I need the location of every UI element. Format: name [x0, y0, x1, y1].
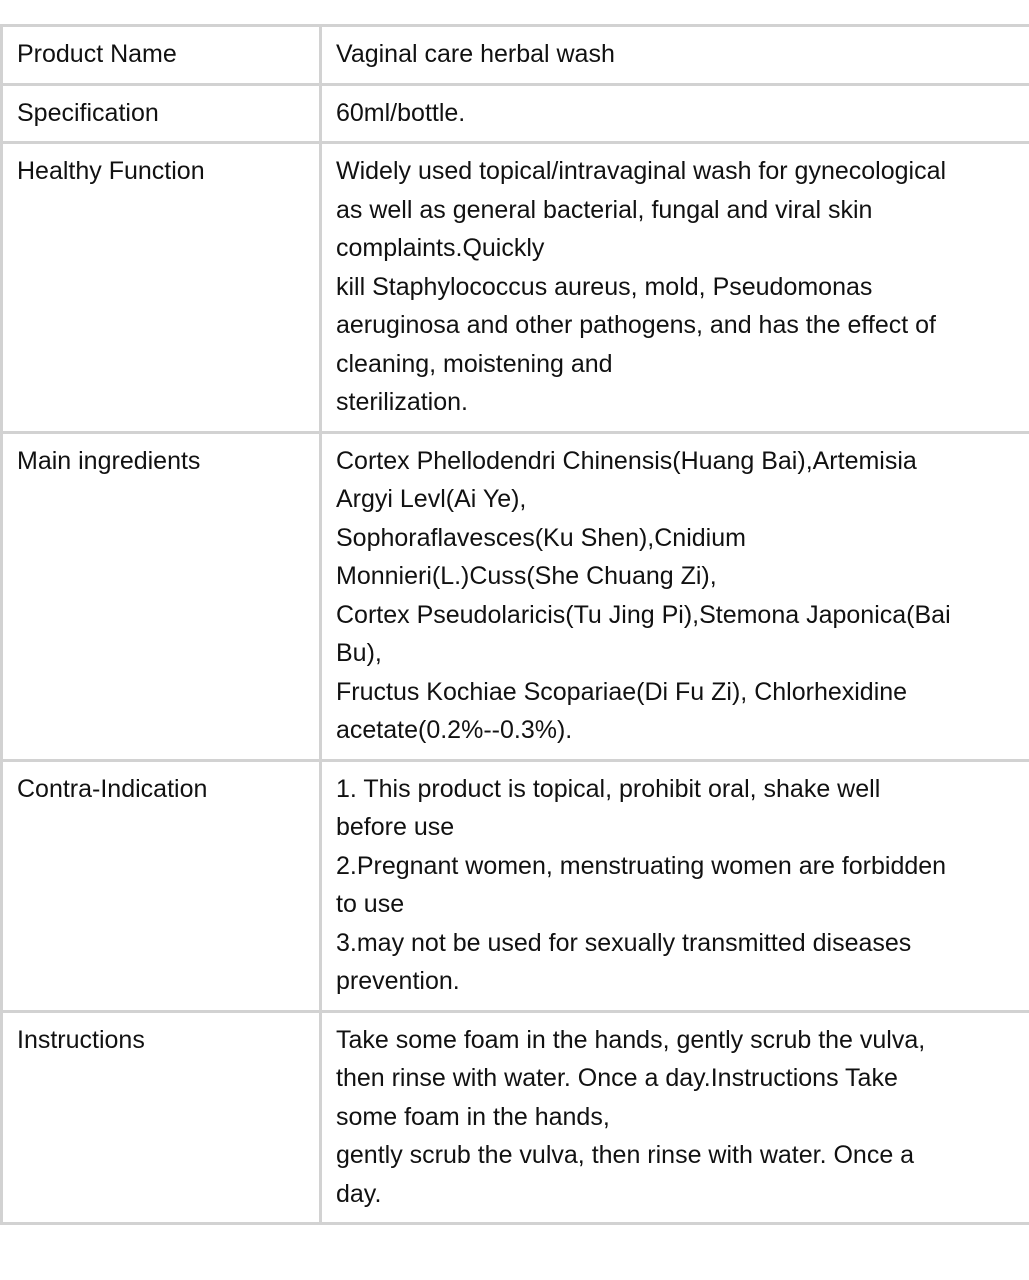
- table-row-product-name: [2, 26, 1029, 85]
- value-line: acetate(0.2%--0.3%).: [336, 716, 573, 744]
- value-line: prevention.: [336, 967, 460, 995]
- table-row-healthy-function: [2, 143, 1029, 433]
- instructions-label: Instructions: [2, 1011, 321, 1224]
- value-line: then rinse with water. Once a day.Instructions Take: [336, 1064, 898, 1092]
- specification-label: Specification: [2, 84, 321, 143]
- table-row-main-ingredients: [2, 432, 1029, 760]
- value-line: Vaginal care herbal wash: [336, 40, 615, 68]
- value-line: Sophoraflavesces(Ku Shen),Cnidium: [336, 523, 746, 552]
- specification-value: [321, 84, 1029, 143]
- main-ingredients-value: [321, 432, 1029, 760]
- table-row-contra-indication: [2, 760, 1029, 1011]
- contra-indication-label: Contra-Indication: [2, 760, 321, 1011]
- product-spec-table: [0, 24, 1029, 1225]
- product-name-label: Product Name: [2, 26, 321, 85]
- value-line: 60ml/bottle.: [336, 98, 466, 127]
- value-line: Fructus Kochiae Scopariae(Di Fu Zi), Chlorhexidine: [336, 677, 908, 706]
- main-ingredients-label: Main ingredients: [2, 432, 321, 760]
- table-row-specification: [2, 84, 1029, 143]
- value-line: some foam in the hands,: [336, 1102, 610, 1131]
- value-line: Widely used topical/intravaginal wash for gynecological: [336, 157, 947, 185]
- value-line: kill Staphylococcus aureus, mold, Pseudomonas: [336, 272, 873, 301]
- value-line: gently scrub the vulva, then rinse with water. Once a: [336, 1141, 915, 1169]
- healthy-function-value: [321, 143, 1029, 433]
- value-line: as well as general bacterial, fungal and viral skin: [336, 195, 873, 224]
- value-line: before use: [336, 813, 455, 841]
- value-line: 1. This product is topical, prohibit oral, shake well: [336, 774, 881, 803]
- value-line: cleaning, moistening and: [336, 349, 613, 378]
- table-row-instructions: [2, 1011, 1029, 1224]
- healthy-function-label: Healthy Function: [2, 143, 321, 433]
- value-line: 3.may not be used for sexually transmitted diseases: [336, 928, 912, 957]
- value-line: aeruginosa and other pathogens, and has the effect of: [336, 311, 936, 339]
- value-line: day.: [336, 1179, 382, 1208]
- value-line: Take some foam in the hands, gently scrub the vulva,: [336, 1025, 926, 1054]
- value-line: Cortex Phellodendri Chinensis(Huang Bai),Artemisia: [336, 446, 917, 475]
- product-name-value: [321, 26, 1029, 85]
- value-line: sterilization.: [336, 388, 468, 416]
- value-line: 2.Pregnant women, menstruating women are forbidden: [336, 851, 947, 880]
- value-line: Cortex Pseudolaricis(Tu Jing Pi),Stemona Japonica(Bai: [336, 600, 951, 629]
- value-line: Bu),: [336, 639, 382, 667]
- value-line: Argyi Levl(Ai Ye),: [336, 485, 527, 513]
- instructions-value: [321, 1011, 1029, 1224]
- value-line: complaints.Quickly: [336, 234, 545, 262]
- value-line: to use: [336, 890, 405, 918]
- contra-indication-value: [321, 760, 1029, 1011]
- value-line: Monnieri(L.)Cuss(She Chuang Zi),: [336, 562, 717, 590]
